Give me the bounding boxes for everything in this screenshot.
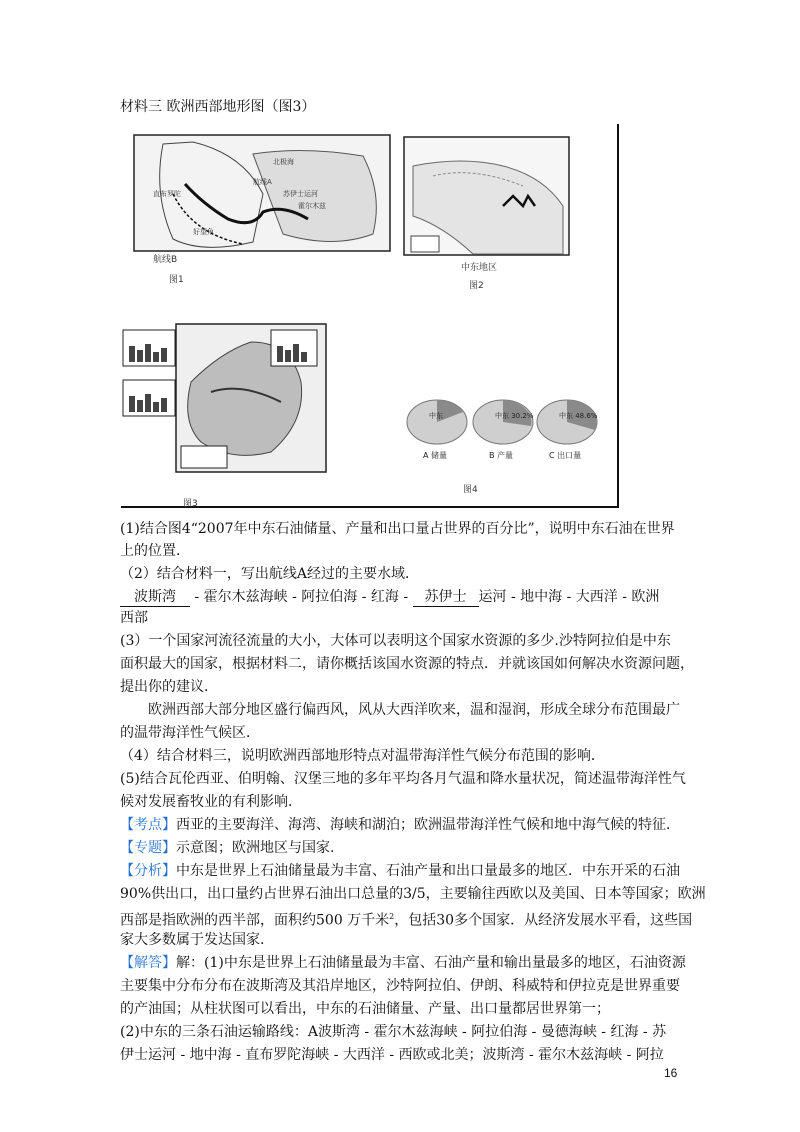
route-answer-cont: 西部 bbox=[120, 610, 148, 626]
zhuanti-tag: 【专题】 bbox=[120, 840, 176, 856]
route-end: 运河 - 地中海 - 大西洋 - 欧洲 bbox=[478, 589, 660, 605]
pie-b-value: 中东 30.2% bbox=[495, 412, 534, 420]
question-5-line2: 候对发展畜牧业的有利影响． bbox=[120, 794, 302, 810]
fig1-label: 北极海 bbox=[273, 158, 294, 166]
question-1-line2: 上的位置. bbox=[120, 543, 181, 559]
kaodian-text: 西亚的主要海洋、海湾、海峡和湖泊；欧洲温带海洋性气候和地中海气候的特征． bbox=[176, 817, 680, 833]
figure-4-pies bbox=[403, 386, 599, 466]
jieda-line1 bbox=[120, 954, 686, 972]
question-3-line1: (3）一个国家河流径流量的大小，大体可以表明这个国家水资源的多少.沙特阿拉伯是中东 bbox=[120, 633, 671, 649]
figure-1-map bbox=[133, 134, 391, 266]
pie-a-label: A 储量 bbox=[423, 451, 448, 460]
question-3-line2: 面积最大的国家，根据材料二，请你概括该国水资源的特点．并就该国如何解决水资源问题， bbox=[120, 656, 694, 672]
route-blank-2: 苏伊士 bbox=[413, 588, 479, 607]
fenxi-l3a: 西部是指欧洲的西半部，面积约500 万千米 bbox=[120, 912, 390, 929]
svg-text:航线A: 航线A bbox=[253, 178, 272, 186]
jieda-text: 解：(1)中东是世界上石油储量最为丰富、石油产量和输出量最多的地区，石油资源 bbox=[176, 955, 686, 971]
figure-3-map bbox=[121, 322, 331, 498]
jieda-line4: (2)中东的三条石油运输路线：A波斯湾 - 霍尔木兹海峡 - 阿拉伯海 - 曼德海峡 - 红海 - 苏 bbox=[120, 1024, 667, 1040]
page-number: 16 bbox=[664, 1066, 678, 1080]
svg-text:好望角: 好望角 bbox=[193, 228, 214, 236]
material-para-1: 欧洲西部大部分地区盛行偏西风，风从大西洋吹来，温和湿润，形成全球分布范围最广 bbox=[148, 702, 680, 718]
pie-c-label: C 出口量 bbox=[549, 451, 582, 460]
jieda-tag: 【解答】 bbox=[120, 955, 176, 971]
svg-text:苏伊士运河: 苏伊士运河 bbox=[283, 190, 318, 198]
material-para-2: 的温带海洋性气候区． bbox=[120, 725, 260, 741]
fenxi-tag: 【分析】 bbox=[120, 863, 176, 879]
kaodian-tag: 【考点】 bbox=[120, 817, 176, 833]
fenxi-line1 bbox=[120, 862, 680, 880]
question-2: （2）结合材料一，写出航线A经过的主要水域． bbox=[120, 566, 420, 582]
svg-text:霍尔木兹: 霍尔木兹 bbox=[298, 202, 326, 210]
fenxi-line2: 90%供出口，出口量约占世界石油出口总量的3/5，主要输往西欧以及美国、日本等国家；欧洲 bbox=[120, 886, 706, 902]
pie-c-value: 中东 48.6% bbox=[559, 412, 598, 420]
figure-2-caption: 图2 bbox=[469, 281, 484, 291]
figure-2-map bbox=[403, 136, 571, 256]
pie-a-value: 中东 bbox=[429, 412, 443, 420]
fenxi-sup: 2 bbox=[389, 912, 395, 921]
route-blank-1: 波斯湾 bbox=[120, 588, 190, 607]
figure-panel bbox=[121, 124, 619, 508]
fenxi-line4: 家大多数属于发达国家. bbox=[120, 932, 265, 948]
kaodian bbox=[120, 816, 680, 834]
figure-2-title: 中东地区 bbox=[461, 263, 498, 273]
question-4: （4）结合材料三，说明欧洲西部地形特点对温带海洋性气候分布范围的影响． bbox=[120, 748, 605, 764]
question-5-line1: (5)结合瓦伦西亚、伯明翰、汉堡三地的多年平均各月气温和降水量状况，简述温带海洋性气 bbox=[120, 771, 686, 787]
zhuanti-text: 示意图；欧洲地区与国家. bbox=[176, 840, 335, 856]
svg-text:航线B: 航线B bbox=[153, 255, 178, 265]
figure-1-caption: 图1 bbox=[169, 275, 184, 285]
jieda-line3: 的产油国；从柱状图可以看出，中东的石油储量、产量、出口量都居世界第一； bbox=[120, 1001, 610, 1017]
figure-4-caption: 图4 bbox=[463, 485, 478, 495]
zhuanti bbox=[120, 839, 334, 857]
fenxi-l3b: ，包括30多个国家．从经济发展水平看，这些国 bbox=[394, 912, 693, 929]
figure-3-caption: 图3 bbox=[183, 499, 198, 509]
jieda-line5: 伊士运河 - 地中海 - 直布罗陀海峡 - 大西洋 - 西欧或北美；波斯湾 - 霍尔木兹海峡 - 阿拉 bbox=[120, 1047, 664, 1063]
route-mid: - 霍尔木兹海峡 - 阿拉伯海 - 红海 - bbox=[190, 589, 413, 605]
fenxi-text: 中东是世界上石油储量最为丰富、石油产量和出口量最多的地区．中东开采的石油 bbox=[176, 863, 680, 879]
material-heading: 材料三 欧洲西部地形图（图3） bbox=[120, 99, 316, 115]
jieda-line2: 主要集中分布分布在波斯湾及其沿岸地区，沙特阿拉伯、伊朗、科威特和伊拉克是世界重要 bbox=[120, 978, 680, 994]
route-answer bbox=[120, 588, 659, 607]
question-1-line1: (1)结合图4“2007年中东石油储量、产量和出口量占世界的百分比”，说明中东石油在世界 bbox=[120, 521, 675, 537]
svg-text:直布罗陀: 直布罗陀 bbox=[153, 190, 181, 198]
question-3-line3: 提出你的建议． bbox=[120, 679, 218, 695]
fenxi-line3 bbox=[120, 908, 692, 930]
pie-b-label: B 产量 bbox=[489, 451, 514, 460]
